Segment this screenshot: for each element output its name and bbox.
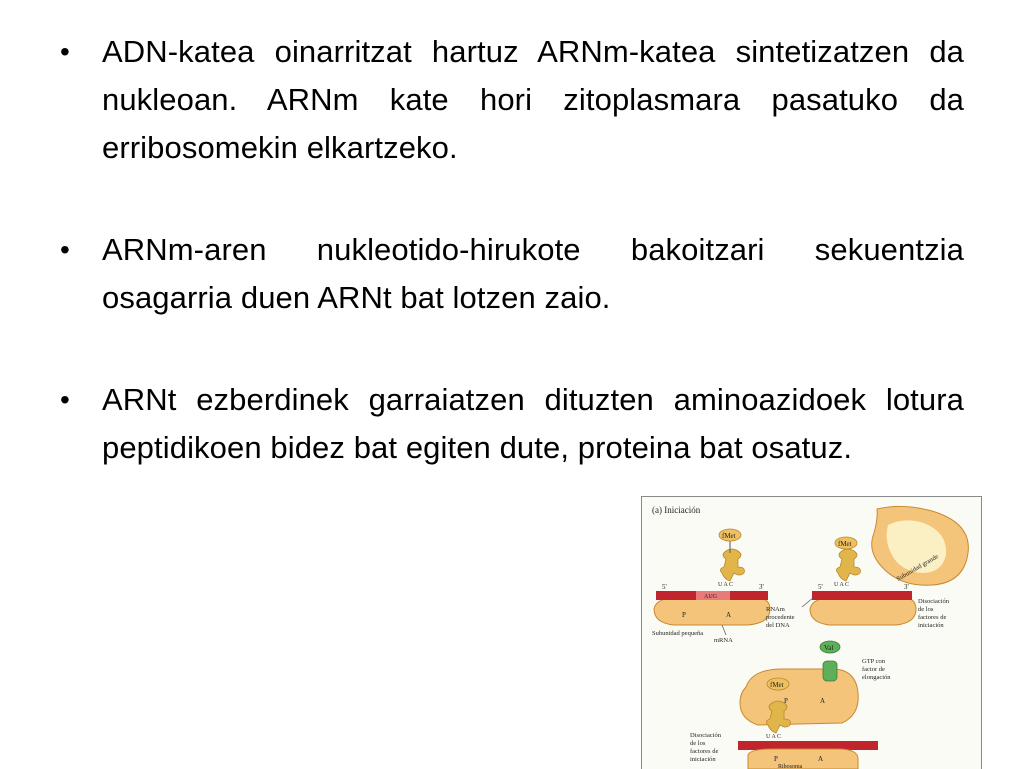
mrna-label: mRNA [714, 637, 733, 644]
rnam-line1: RNAm [766, 606, 785, 613]
bullet-dot: • [60, 36, 70, 67]
dissoc-line3-b: factores de [690, 748, 719, 755]
bullet-item [60, 28, 964, 172]
anticodon-label: U A C [718, 582, 734, 588]
small-subunit-shape-2 [810, 597, 916, 625]
trna-shape [720, 549, 744, 581]
gtp-factor-shape [823, 661, 837, 681]
gtp-line3: elongación [862, 674, 891, 681]
mrna-pointer [722, 625, 726, 635]
fmet-label-2: fMet [838, 540, 852, 548]
bullet-dot: • [60, 384, 70, 415]
dissoc-line4: iniciación [918, 622, 944, 629]
anticodon-label-2: U A C [834, 582, 850, 588]
site-p-label: P [682, 611, 686, 619]
bullet-item [60, 226, 964, 322]
gtp-line2: factor de [862, 666, 885, 673]
dissoc-line2: de los [918, 606, 934, 613]
rnam-line3: del DNA [766, 622, 790, 629]
five-prime-label: 5' [662, 583, 667, 591]
dissoc-line2-b: de los [690, 740, 706, 747]
rnam-line2: procedente [766, 614, 795, 621]
start-codon: AUG [704, 594, 717, 600]
assembled-large-subunit [740, 669, 858, 725]
fmet-label: fMet [722, 532, 736, 540]
site-a-label-3: A [820, 697, 826, 705]
large-subunit-label: Subunidad grande [895, 553, 940, 583]
small-subunit-label: Subunidad pequeña [652, 630, 704, 637]
bullet-text: ADN-katea oinarritzat hartuz ARNm-katea sintetizatzen da nukleoan. ARNm kate hori zitoplasmara pasatuko da erribosomekin elkartzeko. [102, 34, 964, 165]
dissoc-line4-b: iniciación [690, 756, 716, 763]
ribosome-label: Ribosoma [778, 764, 803, 769]
site-a-label-4: A [818, 755, 824, 763]
assembled-small-subunit [748, 749, 858, 769]
fmet-label-3: fMet [770, 681, 784, 689]
panel-small-subunit [652, 529, 770, 644]
figure-title: (a) Iniciación [652, 505, 701, 515]
site-a-label: A [726, 611, 732, 619]
translation-initiation-figure [641, 496, 982, 769]
panel-large-subunit [766, 506, 968, 629]
anticodon-label-3: U A C [766, 734, 782, 740]
small-subunit-shape [654, 597, 770, 625]
bullet-list [60, 28, 964, 526]
dissoc-line3: factores de [918, 614, 947, 621]
bullet-dot: • [60, 234, 70, 265]
dissoc-line1-b: Disociación [690, 732, 722, 739]
bullet-text: ARNt ezberdinek garraiatzen dituzten aminoazidoek lotura peptidikoen bidez bat egiten dute, proteina bat osatuz. [102, 382, 964, 465]
five-prime-label-2: 5' [818, 583, 823, 591]
bullet-item [60, 376, 964, 472]
trna-shape-2 [836, 549, 860, 581]
mrna-strand-2 [812, 591, 912, 600]
val-label: Val [824, 644, 834, 652]
site-p-label-3: P [784, 697, 788, 705]
translation-diagram [642, 497, 981, 769]
dissoc-line1: Disociación [918, 598, 950, 605]
panel-assembled-ribosome [690, 641, 891, 769]
three-prime-label-2: 3' [904, 583, 909, 591]
three-prime-label: 3' [759, 583, 764, 591]
gtp-line1: GTP con [862, 658, 886, 665]
bullet-text: ARNm-aren nukleotido-hirukote bakoitzari sekuentzia osagarria duen ARNt bat lotzen zaio. [102, 232, 964, 315]
site-p-label-4: P [774, 755, 778, 763]
